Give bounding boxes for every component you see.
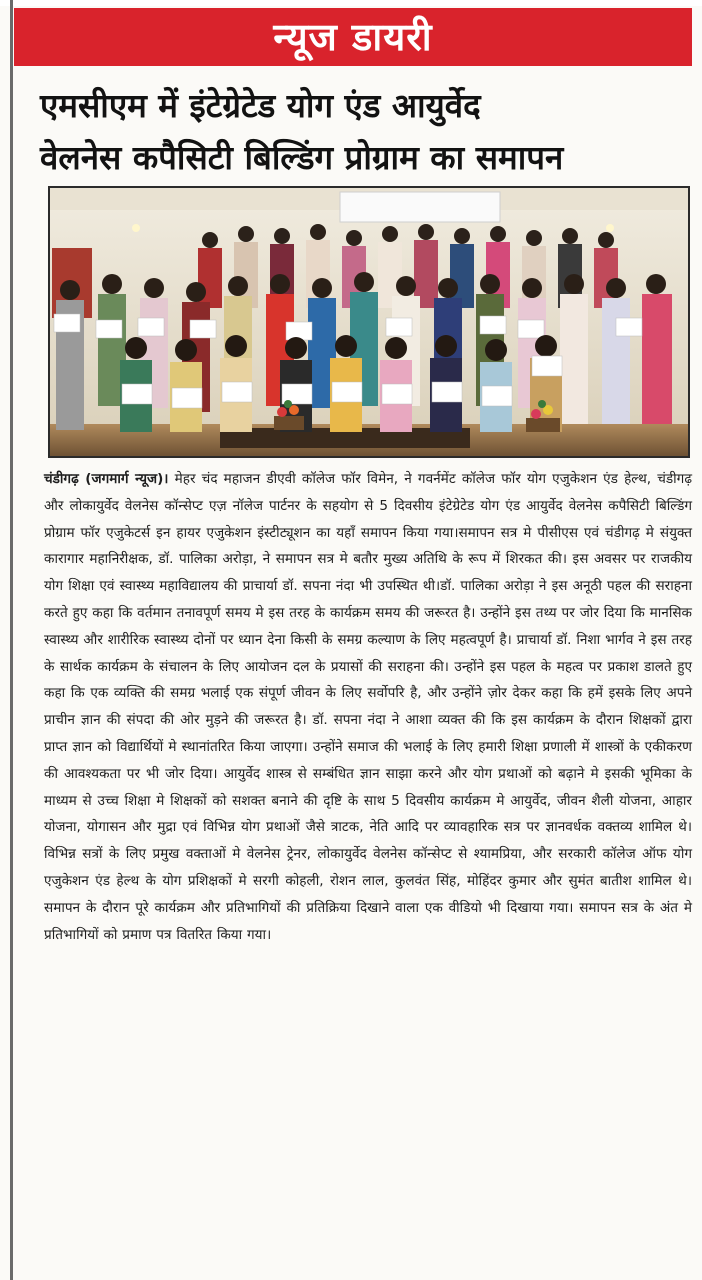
article-text: मेहर चंद महाजन डीएवी कॉलेज फॉर विमेन, ने गवर्नमेंट कॉलेज फॉर योग एजुकेशन एंड हेल्थ, चंडीगढ़ और लोकायुर्वेद वेलनेस कॉन्सेप्ट एज़ नॉलेज पार्टनर के सहयोग से 5 दिवसीय इंटेग्रेटेड योग एंड आयुर्वेद वेलनेस कपैसिटी बिल्डिंग प्रोग्राम फॉर एजुकेटर्स इन हायर एजुकेशन इंस्टीट्यूशन का यहाँ समापन किया गया।समापन सत्र मे पीसीएस एवं चंडीगढ़ मे संयुक्त कारागार महानिरीक्षक, डॉ. पालिका अरोड़ा, ने समापन सत्र मे बतौर मुख्य अतिथि के रूप में शिरकत की। इस अवसर पर राजकीय योग शिक्षा एवं स्वास्थ्य महाविद्यालय की प्राचार्या डॉ. सपना नंदा भी उपस्थित थी।डॉ. पालिका अरोड़ा ने इस अनूठी पहल की सराहना करते हुए कहा कि वर्तमान तनावपूर्ण समय मे इस तरह के कार्यक्रम समय की जरूरत है। उन्होंने इस तथ्य पर जोर दिया कि मानसिक स्वास्थ्य और शारीरिक स्वास्थ्य दोनों पर ध्यान देना किसी के समग्र कल्याण के लिए महत्वपूर्ण है। प्राचार्या डॉ. निशा भार्गव ने इस तरह के सार्थक कार्यक्रम के संचालन के लिए आयोजन दल के प्रयासों की सराहना की। उन्होंने इस पहल के महत्व पर प्रकाश डालते हुए कहा कि एक व्यक्ति की समग्र भलाई एक संपूर्ण जीवन के लिए सर्वोपरि है, और उन्होंने ज़ोर देकर कहा कि हमें इसके लिए अपने प्राचीन ज्ञान की संपदा की ओर मुड़ने की जरूरत है। डॉ. सपना नंदा ने आशा व्यक्त की कि इस कार्यक्रम के दौरान शिक्षकों द्वारा प्राप्त ज्ञान को विद्यार्थियों मे स्थानांतरित किया जाएगा। उन्होंने समाज की भलाई के लिए हमारी शिक्षा प्रणाली में शास्त्रों के एकीकरण की आवश्यकता पर भी जोर दिया। आयुर्वेद शास्त्र से सम्बंधित ज्ञान साझा करने और योग प्रथाओं को बढ़ाने मे इसकी भूमिका के माध्यम से उच्च शिक्षा मे शिक्षकों को सशक्त बनाने की दृष्टि के साथ 5 दिवसीय कार्यक्रम मे आयुर्वेद, जीवन शैली योजना, आहार योजना, योगासन और मुद्रा एवं विभिन्न योग प्रथाओं जैसे त्राटक, नेति आदि पर व्यावहारिक सत्र पर ज्ञानवर्धक वक्तव्य शामिल थे। विभिन्न सत्रों के लिए प्रमुख वक्ताओं मे वेलनेस ट्रेनर, लोकायुर्वेद वेलनेस कॉन्सेप्ट से श्यामप्रिया, और सरकारी कॉलेज ऑफ योग एजुकेशन एंड हेल्थ के योग प्रशिक्षकों मे सरगी कोहली, रोशन लाल, कुलवंत सिंह, मोहिंदर कुमार और सुमंत बातीश शामिल थे। समापन के दौरान पूरे कार्यक्रम और प्रतिभागियों की प्रतिक्रिया दिखाने वाला एक वीडियो भी दिखाया गया। समापन सत्र के अंत मे प्रतिभागियों को प्रमाण पत्र वितरित किया गया। (44, 471, 692, 943)
headline-line-1: एमसीएम में इंटेग्रेटेड योग एंड आयुर्वेद (40, 86, 481, 125)
section-banner (14, 8, 692, 66)
column-rule (10, 0, 13, 1280)
headline (40, 80, 692, 184)
headline-line-2: वेलनेस कपैसिटी बिल्डिंग प्रोग्राम का समापन (40, 138, 564, 177)
top-edge (0, 0, 702, 6)
dateline: चंडीगढ़ (जगमार्ग न्यूज)। (44, 471, 169, 487)
group-photo (48, 186, 690, 458)
article-body (44, 466, 692, 948)
section-title: न्यूज डायरी (273, 15, 433, 59)
